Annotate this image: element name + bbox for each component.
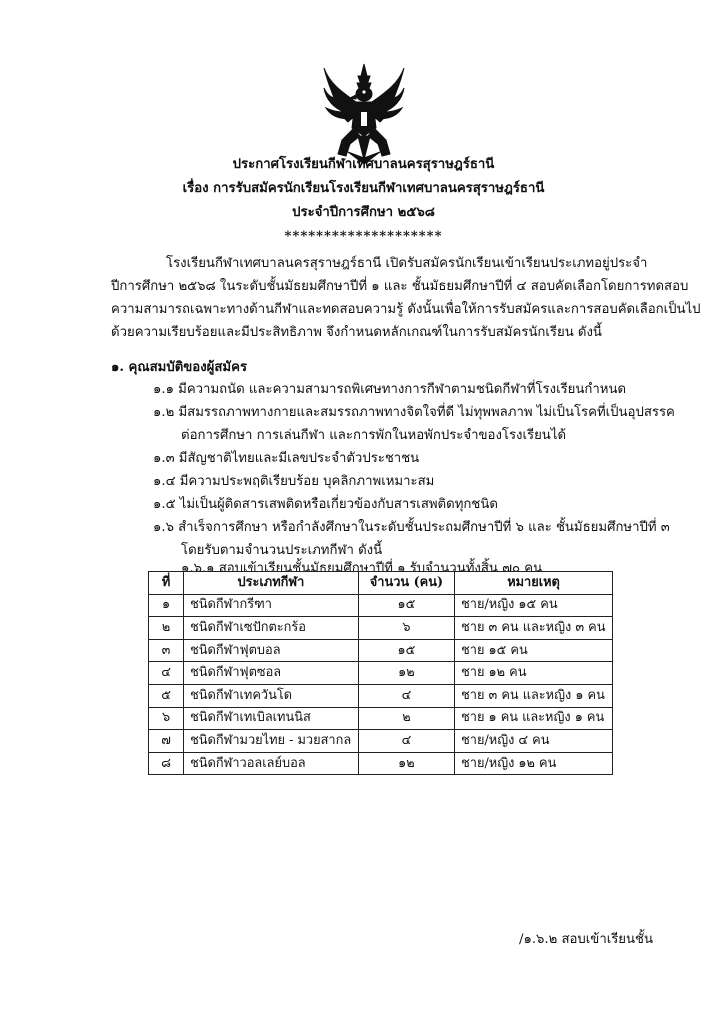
row-remark: ชาย ๑๒ คน xyxy=(455,662,613,685)
qualification-1-1: ๑.๑ มีความถนัด และความสามารถพิเศษทางการกีฬาตามชนิดกีฬาที่โรงเรียนกำหนด xyxy=(153,382,627,397)
intro-line-4: ด้วยความเรียบร้อยและมีประสิทธิภาพ จึงกำหนดหลักเกณฑ์ในการรับสมัครนักเรียน ดังนี้ xyxy=(111,325,602,340)
header-sport: ประเภทกีฬา xyxy=(184,572,359,595)
row-sport: ชนิดกีฬาฟุตซอล xyxy=(184,662,359,685)
table-row xyxy=(149,662,613,685)
intro-line-2: ปีการศึกษา ๒๕๖๘ ในระดับชั้นมัธยมศึกษาปีที่ ๑ และ ชั้นมัธยมศึกษาปีที่ ๔ สอบคัดเลือกโดยการทดสอบ xyxy=(111,279,689,294)
qualification-1-5: ๑.๕ ไม่เป็นผู้ติดสารเสพติดหรือเกี่ยวข้องกับสารเสพติดทุกชนิด xyxy=(153,497,498,512)
row-count: ๑๕ xyxy=(358,594,454,617)
row-count: ๖ xyxy=(358,617,454,640)
garuda-emblem-icon xyxy=(322,62,406,166)
header-remark: หมายเหตุ xyxy=(455,572,613,595)
qualification-1-2: ๑.๒ มีสมรรถภาพทางกายและสมรรถภาพทางจิตใจที่ดี ไม่ทุพพลภาพ ไม่เป็นโรคที่เป็นอุปสรรค xyxy=(153,405,675,420)
row-sport: ชนิดกีฬาเทเบิลเทนนิส xyxy=(184,707,359,730)
intro-line-1: โรงเรียนกีฬาเทศบาลนครสุราษฎร์ธานี เปิดรับสมัครนักเรียนเข้าเรียนประเภทอยู่ประจำ xyxy=(166,256,648,271)
row-remark: ชาย ๑๕ คน xyxy=(455,639,613,662)
row-no: ๕ xyxy=(149,684,184,707)
header-count: จำนวน (คน) xyxy=(358,572,454,595)
qualification-1-4: ๑.๔ มีความประพฤติเรียบร้อย บุคลิกภาพเหมาะสม xyxy=(153,474,435,489)
table-row xyxy=(149,639,613,662)
table-row xyxy=(149,617,613,640)
table-row xyxy=(149,594,613,617)
row-sport: ชนิดกีฬาเทควันโด xyxy=(184,684,359,707)
row-no: ๗ xyxy=(149,730,184,753)
header-no: ที่ xyxy=(149,572,184,595)
row-no: ๓ xyxy=(149,639,184,662)
row-no: ๘ xyxy=(149,752,184,775)
row-no: ๔ xyxy=(149,662,184,685)
qualification-1-2-cont: ต่อการศึกษา การเล่นกีฬา และการพักในหอพักประจำของโรงเรียนได้ xyxy=(181,428,567,443)
table-row xyxy=(149,730,613,753)
row-remark: ชาย/หญิง ๑๒ คน xyxy=(455,752,613,775)
row-count: ๑๕ xyxy=(358,639,454,662)
row-sport: ชนิดกีฬาเซปักตะกร้อ xyxy=(184,617,359,640)
section-heading: ๑. คุณสมบัติของผู้สมัคร xyxy=(111,360,248,375)
row-remark: ชาย ๓ คน และหญิง ๓ คน xyxy=(455,617,613,640)
qualification-1-6: ๑.๖ สำเร็จการศึกษา หรือกำลังศึกษาในระดับชั้นประถมศึกษาปีที่ ๖ และ ชั้นมัธยมศึกษาปีที่ ๓ xyxy=(153,520,670,535)
row-count: ๑๒ xyxy=(358,662,454,685)
qualification-1-3: ๑.๓ มีสัญชาติไทยและมีเลขประจำตัวประชาชน xyxy=(153,451,420,466)
row-remark: ชาย ๓ คน และหญิง ๑ คน xyxy=(455,684,613,707)
row-sport: ชนิดกีฬากรีฑา xyxy=(184,594,359,617)
academic-year: ประจำปีการศึกษา ๒๕๖๘ xyxy=(292,205,435,220)
sports-quota-table xyxy=(148,571,613,775)
row-count: ๔ xyxy=(358,684,454,707)
row-sport: ชนิดกีฬาฟุตบอล xyxy=(184,639,359,662)
separator-stars: ******************** xyxy=(284,229,443,244)
table-row xyxy=(149,684,613,707)
row-sport: ชนิดกีฬามวยไทย - มวยสากล xyxy=(184,730,359,753)
table-row xyxy=(149,707,613,730)
row-no: ๒ xyxy=(149,617,184,640)
row-remark: ชาย/หญิง ๔ คน xyxy=(455,730,613,753)
subsection-1-6-1: ๑.๖.๑ สอบเข้าเรียนชั้นมัธยมศึกษาปีที่ ๑ รับจำนวนทั้งสิ้น ๗๐ คน xyxy=(181,561,543,576)
row-remark: ชาย ๑ คน และหญิง ๑ คน xyxy=(455,707,613,730)
row-sport: ชนิดกีฬาวอลเลย์บอล xyxy=(184,752,359,775)
qualification-1-6-cont: โดยรับตามจำนวนประเภทกีฬา ดังนี้ xyxy=(181,543,383,558)
continued-on-next-page: /๑.๖.๒ สอบเข้าเรียนชั้น xyxy=(519,932,654,947)
row-count: ๒ xyxy=(358,707,454,730)
row-count: ๔ xyxy=(358,730,454,753)
intro-line-3: ความสามารถเฉพาะทางด้านกีฬาและทดสอบความรู้ ดังนั้นเพื่อให้การรับสมัครและการสอบคัดเลือกเป็นไป xyxy=(111,302,701,317)
row-no: ๖ xyxy=(149,707,184,730)
table-row xyxy=(149,752,613,775)
table-header-row xyxy=(149,572,613,595)
row-count: ๑๒ xyxy=(358,752,454,775)
announcement-title: ประกาศโรงเรียนกีฬาเทศบาลนครสุราษฎร์ธานี xyxy=(232,157,495,172)
row-remark: ชาย/หญิง ๑๕ คน xyxy=(455,594,613,617)
announcement-subject: เรื่อง การรับสมัครนักเรียนโรงเรียนกีฬาเทศบาลนครสุราษฎร์ธานี xyxy=(182,181,545,196)
row-no: ๑ xyxy=(149,594,184,617)
